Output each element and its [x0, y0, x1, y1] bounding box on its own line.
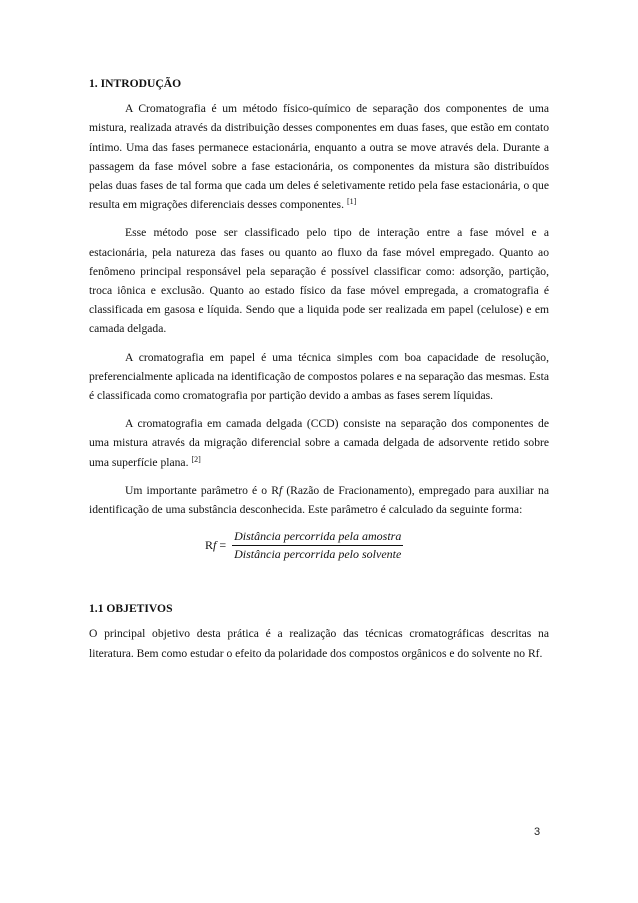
formula-lhs: [205, 536, 226, 555]
paragraph-objetivos: O principal objetivo desta prática é a realização das técnicas cromatográficas descritas na literatura. Bem como estudar o efeito da polaridade dos compostos orgânicos e do solvente no Rf.: [89, 627, 549, 660]
paragraph-cromatografia-papel: A cromatografia em papel é uma técnica simples com boa capacidade de resolução, preferencialmente aplicada na identificação de compostos polares e na separação das mesmas. Esta é classificada como cromatografia por partição devido a ambas as fases serem líquidas.: [89, 350, 549, 403]
section-heading-objetivos: 1.1 OBJETIVOS: [89, 602, 173, 616]
rf-formula: [205, 528, 549, 563]
reference-1: [1]: [346, 197, 357, 207]
paragraph-rf-parametro: [89, 481, 549, 519]
paragraph-classificacao: Esse método pose ser classificado pelo tipo de interação entre a fase móvel e a estacionária, pela natureza das fases ou quanto ao fluxo da fase móvel empregado. Quanto ao fenômeno principal responsável pela separação é possível classificar como: adsorção, partição, troca iônica e exclusão. Quanto ao estado físico da fase móvel empregada, a cromatografia é classificada em gasosa e líquida. Sendo que a liquida pode ser realizada em papel (celulose) e em camada delgada.: [89, 226, 549, 336]
formula-numerator: Distância percorrida pela amostra: [234, 529, 402, 544]
formula-lhs-f: f: [213, 538, 217, 553]
formula-denominator: Distância percorrida pelo solvente: [234, 547, 402, 562]
paragraph-text-end: (Razão de Fracionamento), empregado para auxiliar na identificação de uma substância desconhecida. Este parâmetro é calculado da seguinte forma:: [89, 483, 549, 517]
section-heading-introducao: 1. INTRODUÇÃO: [89, 77, 182, 90]
page-content: [89, 74, 549, 672]
paragraph-text-start: Um importante parâmetro é o R: [125, 483, 279, 497]
formula-fraction: [232, 528, 403, 563]
rf-subscript-f: f: [278, 483, 283, 497]
formula-equals: =: [219, 538, 227, 553]
paragraph-ccd: [89, 414, 549, 472]
paragraph-cromatografia-definicao: [89, 99, 549, 214]
paragraph-text: A cromatografia em camada delgada (CCD) consiste na separação dos componentes de uma mistura através da migração diferencial sobre a camada delgada de adsorvente retido sobre uma superfície plana.: [89, 417, 549, 469]
formula-lhs-r: R: [205, 538, 214, 553]
reference-2: [2]: [191, 454, 201, 464]
page-number: 3: [534, 826, 541, 838]
paragraph-text: A Cromatografia é um método físico-químico de separação dos componentes de uma mistura, realizada através da distribuição desses componentes em duas fases, que estão em contato íntimo. Uma das fases permanece estacionária, enquanto a outra se move através dela. Durante a passagem da fase móvel sobre a fase estacionária, os componentes da mistura são distribuídos pelas duas fases de tal forma que cada um deles é seletivamente retido pela fase estacionária, o que resulta em migrações diferenciais desses componentes.: [89, 102, 549, 212]
